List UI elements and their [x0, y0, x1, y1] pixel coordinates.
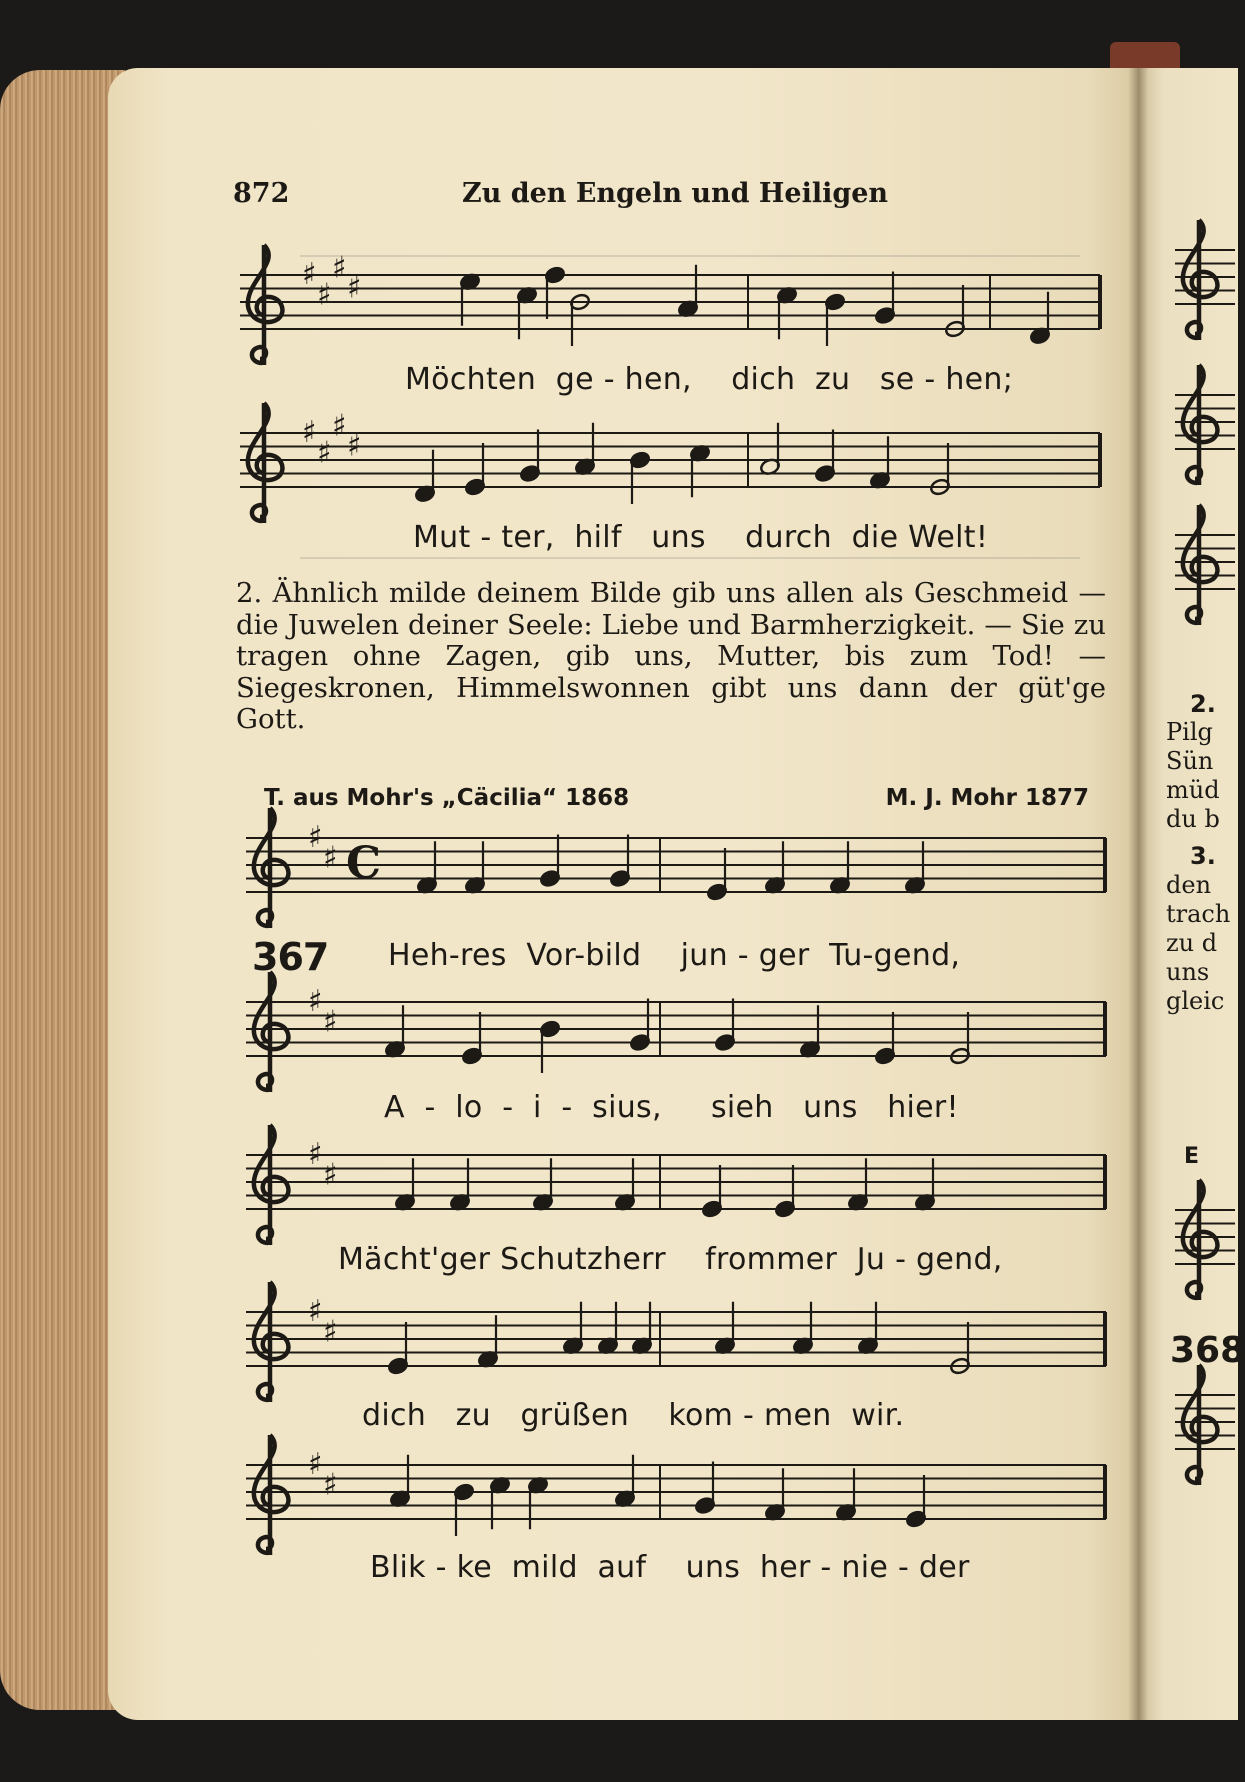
treble-clef-icon — [254, 1125, 289, 1245]
verse-2 — [236, 578, 1106, 736]
music-staff — [246, 1272, 1106, 1412]
treble-clef-icon — [254, 972, 289, 1092]
treble-clef-icon — [248, 403, 283, 523]
sharp-icon: ♯ — [332, 250, 347, 286]
right-page-fragment: zu d — [1166, 929, 1218, 957]
music-staff — [240, 393, 1100, 533]
right-page-fragment: 3. — [1190, 842, 1216, 870]
staff-svg — [1175, 355, 1235, 495]
treble-clef-icon — [1183, 1365, 1218, 1485]
right-page-fragment: müd — [1166, 776, 1220, 804]
lyric-line: Möchten ge - hen, dich zu se - hen; — [405, 362, 1014, 397]
right-page-fragment: 2. — [1190, 690, 1216, 718]
staff-svg — [1175, 495, 1235, 635]
hymn-credits — [264, 785, 1089, 811]
right-page-fragment: gleic — [1166, 987, 1225, 1015]
treble-clef-icon — [248, 245, 283, 365]
treble-clef-icon — [254, 1435, 289, 1555]
sharp-icon: ♯ — [347, 428, 362, 464]
music-staff — [246, 962, 1106, 1102]
right-page-staff — [1175, 210, 1235, 350]
treble-clef-icon — [1183, 220, 1218, 340]
lyric-line: Heh-res Vor-bild jun - ger Tu-gend, — [388, 938, 961, 973]
staff-svg — [240, 235, 1100, 375]
sharp-icon: ♯ — [323, 1314, 338, 1350]
right-page-staff — [1175, 1355, 1235, 1495]
sharp-icon: ♯ — [317, 277, 332, 313]
treble-clef-icon — [1183, 1180, 1218, 1300]
sharp-icon: ♯ — [308, 1294, 323, 1329]
music-credit: M. J. Mohr 1877 — [885, 785, 1089, 811]
sharp-icon: ♯ — [317, 435, 332, 471]
right-page-fragment: den — [1166, 871, 1212, 899]
sharp-icon: ♯ — [308, 984, 323, 1019]
music-staff — [240, 235, 1100, 375]
staff-svg — [246, 1272, 1106, 1412]
right-page-staff — [1175, 1170, 1235, 1310]
right-page-fragment: trach — [1166, 900, 1231, 928]
right-page-fragment: du b — [1166, 805, 1220, 833]
sharp-icon: ♯ — [323, 840, 338, 876]
staff-svg — [1175, 1170, 1235, 1310]
verse-2-text: 2. Ähnlich milde deinem Bilde gib uns allen als Geschmeid — die Juwelen deiner Seele: Liebe und Barmherzigkeit. — Sie zu tragen ohne Zagen, gib uns, Mutter, bis zum Tod! — Siegeskronen, Himmelswonnen gibt uns dann der güt'ge Gott. — [236, 577, 1106, 735]
staff-svg — [240, 393, 1100, 533]
treble-clef-icon — [1183, 505, 1218, 625]
sharp-icon: ♯ — [347, 270, 362, 306]
lyric-line: A - lo - i - sius, sieh uns hier! — [384, 1090, 959, 1125]
staff-svg — [246, 962, 1106, 1102]
sharp-icon: ♯ — [323, 1004, 338, 1040]
sharp-icon: ♯ — [302, 257, 317, 292]
music-staff — [246, 798, 1106, 938]
page-number: 872 — [233, 178, 290, 209]
gutter-shadow — [1128, 68, 1148, 1720]
sharp-icon: ♯ — [308, 1447, 323, 1482]
common-time-icon: C — [346, 838, 382, 889]
page-edges — [0, 70, 125, 1710]
staff-svg — [246, 1115, 1106, 1255]
sharp-icon: ♯ — [332, 408, 347, 444]
sharp-icon: ♯ — [323, 1467, 338, 1503]
staff-svg — [1175, 210, 1235, 350]
music-staff — [246, 1115, 1106, 1255]
right-page-fragment: uns — [1166, 958, 1210, 986]
lyric-line: Mächt'ger Schutzherr frommer Ju - gend, — [338, 1242, 1003, 1277]
right-page-staff — [1175, 355, 1235, 495]
hymn-number: 367 — [252, 935, 329, 979]
right-page-staff — [1175, 495, 1235, 635]
staff-svg — [1175, 1355, 1235, 1495]
music-staff — [246, 1425, 1106, 1565]
lyric-line: Mut - ter, hilf uns durch die Welt! — [413, 520, 989, 555]
lyric-line: Blik - ke mild auf uns her - nie - der — [370, 1550, 970, 1585]
sharp-icon: ♯ — [308, 1137, 323, 1172]
treble-clef-icon — [254, 1282, 289, 1402]
right-page-fragment: Pilg — [1166, 718, 1213, 746]
lyric-line: dich zu grüßen kom - men wir. — [362, 1398, 905, 1433]
staff-svg — [246, 1425, 1106, 1565]
staff-svg — [246, 798, 1106, 938]
right-page-fragment: 368 — [1170, 1330, 1245, 1371]
right-page-fragment: E — [1184, 1144, 1200, 1169]
sharp-icon: ♯ — [308, 820, 323, 855]
running-title: Zu den Engeln und Heiligen — [462, 178, 889, 209]
sharp-icon: ♯ — [302, 415, 317, 450]
text-credit: T. aus Mohr's „Cäcilia“ 1868 — [264, 785, 630, 811]
sharp-icon: ♯ — [323, 1157, 338, 1193]
treble-clef-icon — [254, 808, 289, 928]
treble-clef-icon — [1183, 365, 1218, 485]
right-page-fragment: Sün — [1166, 747, 1214, 775]
